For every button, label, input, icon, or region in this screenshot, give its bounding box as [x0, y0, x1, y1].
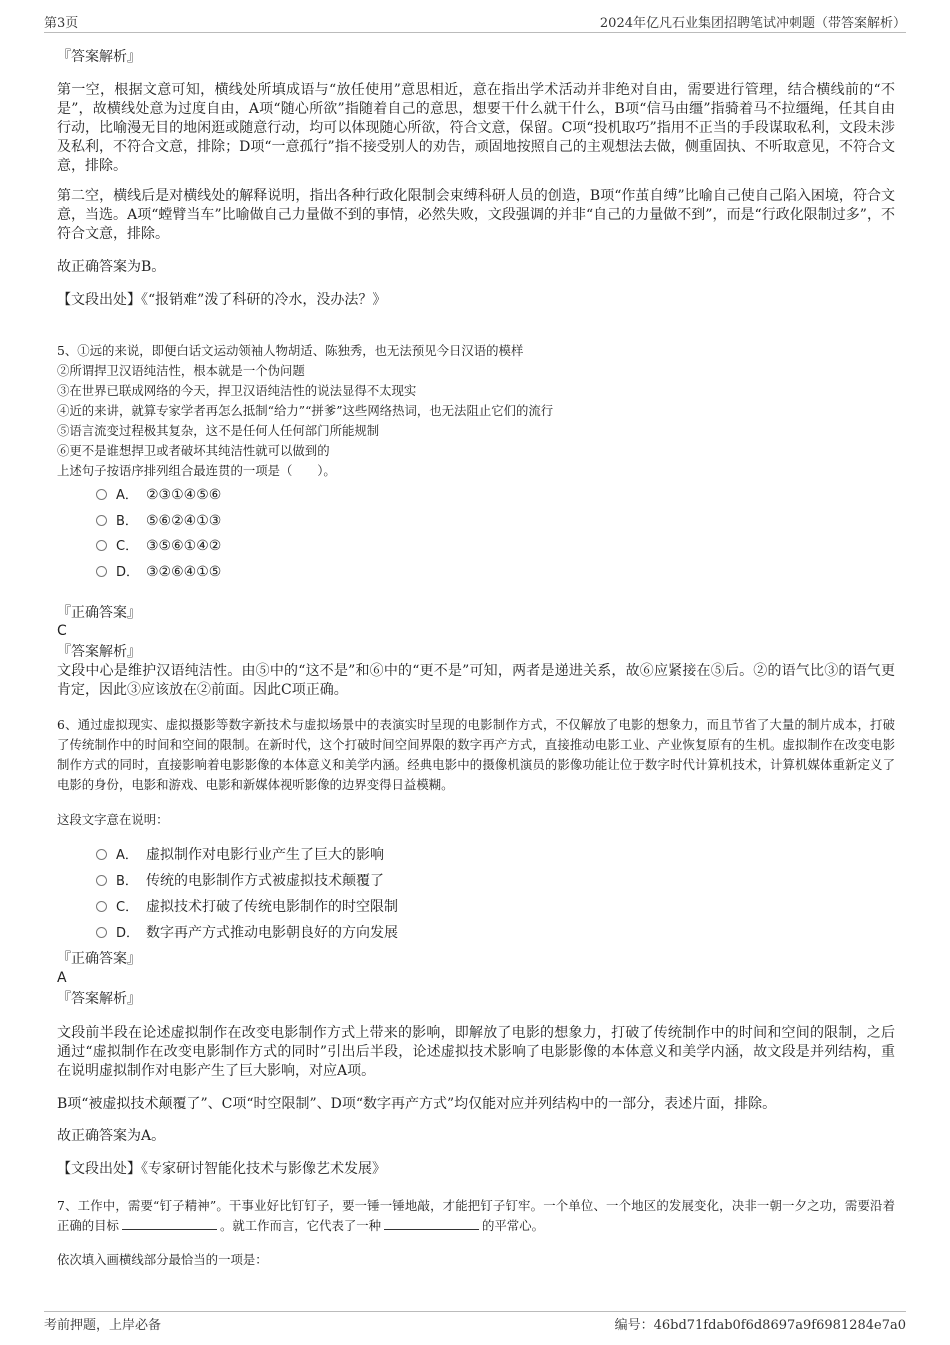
q6-question: 这段文字意在说明：: [57, 812, 169, 827]
header-divider: [44, 32, 906, 33]
q5-option-d[interactable]: [96, 562, 221, 582]
q7-question: 依次填入画横线部分最恰当的一项是：: [57, 1252, 268, 1267]
q4-analysis-label: 『答案解析』: [57, 49, 141, 65]
q6-option-c[interactable]: [96, 897, 398, 917]
q6-analysis-para2: B项“被虚拟技术颠覆了”、C项“时空限制”、D项“数字再产方式”均仅能对应并列结构中的一部分，表述片面，排除。: [57, 1096, 777, 1112]
radio-icon[interactable]: [96, 849, 107, 860]
q6-conclusion: 故正确答案为A。: [57, 1128, 166, 1144]
option-text: ③⑤⑥①④②: [146, 538, 222, 554]
radio-icon[interactable]: [96, 489, 107, 500]
option-key: A．: [116, 488, 138, 503]
q5-line: ③在世界已联成网络的今天，捍卫汉语纯洁性的说法显得不太现实: [57, 383, 417, 398]
q5-answer: C: [57, 623, 67, 639]
q5-line: ④近的来讲，就算专家学者再怎么抵制“给力”“拼爹”这些网络热词，也无法阻止它们的流行: [57, 403, 554, 418]
q5-analysis-label: 『答案解析』: [57, 644, 141, 660]
q6-answer-label: 『正确答案』: [57, 951, 141, 967]
q6-analysis-para1: 文段前半段在论述虚拟制作在改变电影制作方式上带来的影响，即解放了电影的想象力，打破了传统制作中的时间和空间的限制，之后通过“虚拟制作在改变电影制作方式的同时”引出后半段，论述虚拟技术影响了电影影像的本体意义和美学内涵，故文段是并列结构，重在说明虚拟制作对电影产生了巨大影响，对应A项。: [57, 1025, 895, 1079]
document-code: 编号：46bd71fdab0f6d8697a9f6981284e7a0: [614, 1318, 906, 1333]
q7-stem-part3: 的平常心。: [482, 1218, 544, 1233]
q6-answer: A: [57, 970, 67, 986]
q7-stem-part2: 。就工作而言，它代表了一种: [219, 1218, 382, 1233]
q7-stem: [57, 1196, 895, 1236]
q7-blank-2: [384, 1216, 479, 1230]
q5-line: 5、①远的来说，即便白话文运动领袖人物胡适、陈独秀，也无法预见今日汉语的模样: [57, 343, 524, 358]
q4-analysis-para2: 第二空，横线后是对横线处的解释说明，指出各种行政化限制会束缚科研人员的创造，B项“作茧自缚”比喻自己使自己陷入困境，符合文意，当选。A项“螳臂当车”比喻做自己力量做不到的事情，必然失败，文段强调的并非“自己的力量做不到”，而是“行政化限制过多”，不符合文意，排除。: [57, 188, 895, 242]
footer-divider: [44, 1311, 906, 1312]
q5-option-a[interactable]: [96, 485, 221, 505]
q4-analysis-para1: 第一空，根据文意可知，横线处所填成语与“放任使用”意思相近，意在指出学术活动并非绝对自由，需要进行管理，结合横线前的“不是”，故横线处意为过度自由，A项“随心所欲”指随着自己的意思，想要干什么就干什么，B项“信马由缰”指骑着马不拉缰绳，任其自由行动，比喻漫无目的地闲逛或随意行动，均可以体现随心所欲，符合文意，保留。C项“投机取巧”指用不正当的手段谋取私利，文段未涉及私利，不符合文意，排除；D项“一意孤行”指不接受别人的劝告，顽固地按照自己的主观想法去做，侧重固执、不听取意见，不符合文意，排除。: [57, 82, 895, 174]
option-key: C．: [116, 539, 139, 554]
q5-line: 上述句子按语序排列组合最连贯的一项是（ ）。: [57, 463, 336, 478]
q4-source: 【文段出处】《“报销难”泼了科研的冷水，没办法？》: [57, 292, 387, 308]
option-key: A．: [116, 848, 138, 863]
q6-analysis-label: 『答案解析』: [57, 991, 141, 1007]
q5-stem: [57, 341, 895, 481]
q5-answer-label: 『正确答案』: [57, 605, 141, 621]
option-text: ②③①④⑤⑥: [146, 487, 222, 503]
radio-icon[interactable]: [96, 515, 107, 526]
q5-line: ②所谓捍卫汉语纯洁性，根本就是一个伪问题: [57, 363, 305, 378]
q5-line: ⑥更不是谁想捍卫或者破坏其纯洁性就可以做到的: [57, 443, 330, 458]
option-text: 传统的电影制作方式被虚拟技术颠覆了: [146, 873, 384, 889]
q5-option-c[interactable]: [96, 536, 221, 556]
q6-option-a[interactable]: [96, 845, 384, 865]
radio-icon[interactable]: [96, 566, 107, 577]
option-text: ③②⑥④①⑤: [146, 564, 222, 580]
q5-analysis: 文段中心是维护汉语纯洁性。由⑤中的“这不是”和⑥中的“更不是”可知，两者是递进关系，故⑥应紧接在⑤后。②的语气比③的语气更肯定，因此③应该放在②前面。因此C项正确。: [57, 663, 895, 698]
footer-note: 考前押题，上岸必备: [44, 1318, 162, 1333]
q6-stem: 6、通过虚拟现实、虚拟摄影等数字新技术与虚拟场景中的表演实时呈现的电影制作方式，不仅解放了电影的想象力，而且节省了大量的制片成本，打破了传统制作中的时间和空间的限制。在新时代，这个打破时间空间界限的数字再产方式，直接推动电影工业、产业恢复原有的生机。虚拟制作在改变电影制作方式的同时，直接影响着电影影像的本体意义和美学内涵。经典电影中的摄像机演员的影像功能让位于数字时代计算机技术，计算机媒体重新定义了电影的身份，电影和游戏、电影和新媒体视听影像的边界变得日益模糊。: [57, 717, 895, 792]
q6-option-b[interactable]: [96, 871, 384, 891]
option-text: 数字再产方式推动电影朝良好的方向发展: [146, 925, 398, 941]
q7-blank-1: [122, 1216, 217, 1230]
option-key: C．: [116, 900, 139, 915]
document-title: 2024年亿凡石业集团招聘笔试冲刺题（带答案解析）: [599, 16, 906, 31]
option-key: B．: [116, 874, 138, 889]
option-key: D．: [116, 565, 140, 580]
q6-option-d[interactable]: [96, 923, 398, 943]
q6-source: 【文段出处】《专家研讨智能化技术与影像艺术发展》: [57, 1161, 386, 1177]
radio-icon[interactable]: [96, 927, 107, 938]
q7-stem-part1: 7、工作中，需要“钉子精神”。干事业好比钉钉子，要一锤一锤地敲，才能把钉子钉牢。一个单位、一个地区的发展变化，决非一朝一夕之功，需要沿着正确的目标: [57, 1198, 895, 1233]
option-text: 虚拟制作对电影行业产生了巨大的影响: [146, 847, 384, 863]
page-number: 第3页: [44, 16, 79, 31]
q4-conclusion: 故正确答案为B。: [57, 259, 166, 275]
option-key: B．: [116, 514, 138, 529]
option-key: D．: [116, 926, 140, 941]
option-text: 虚拟技术打破了传统电影制作的时空限制: [146, 899, 398, 915]
q5-option-b[interactable]: [96, 511, 221, 531]
option-text: ⑤⑥②④①③: [146, 513, 222, 529]
radio-icon[interactable]: [96, 901, 107, 912]
q5-line: ⑤语言流变过程极其复杂，这不是任何人任何部门所能规制: [57, 423, 380, 438]
radio-icon[interactable]: [96, 875, 107, 886]
radio-icon[interactable]: [96, 540, 107, 551]
